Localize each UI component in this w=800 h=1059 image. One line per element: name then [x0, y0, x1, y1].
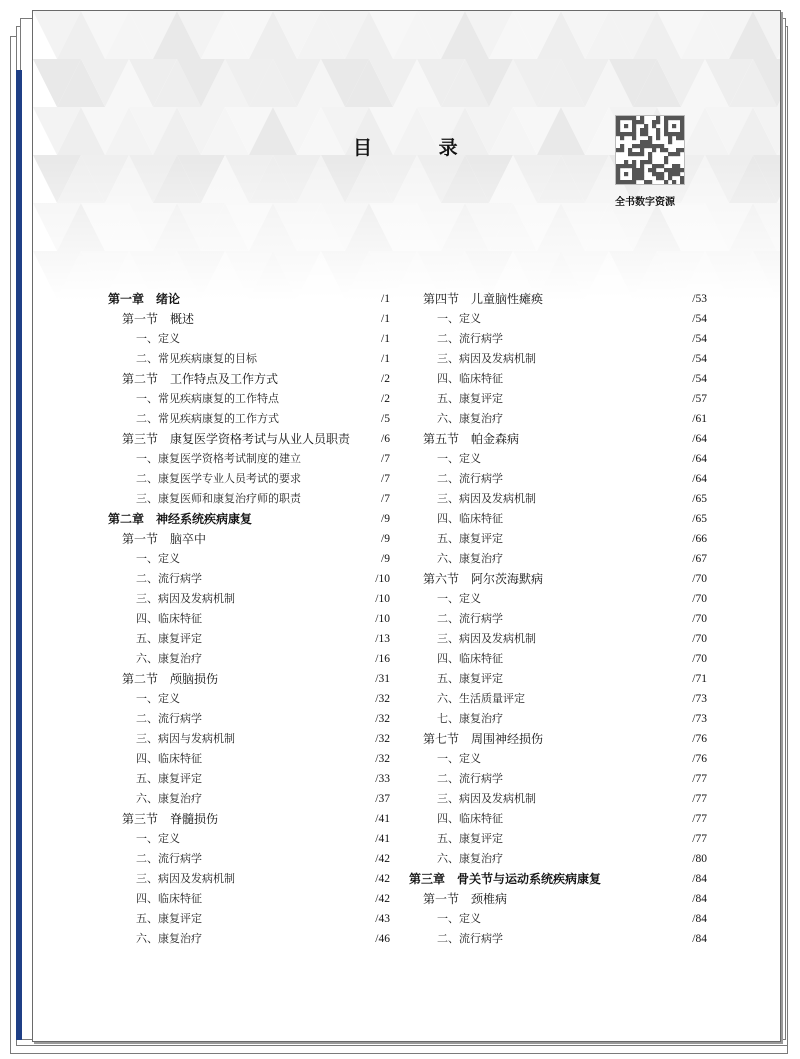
toc-item-row[interactable] — [108, 749, 390, 769]
toc-entry-title: 一、定义 — [136, 692, 180, 705]
toc-item-row[interactable] — [108, 849, 390, 869]
toc-entry-title: 二、流行病学 — [136, 712, 202, 725]
toc-page-number: /33 — [375, 773, 390, 785]
toc-entry-title: 三、康复医师和康复治疗师的职责 — [136, 492, 301, 505]
toc-item-row[interactable] — [409, 929, 707, 949]
toc-page-number: /5 — [381, 413, 390, 425]
toc-page-number: /84 — [692, 893, 707, 905]
toc-entry-title: 四、临床特征 — [437, 812, 503, 825]
toc-page-number: /65 — [692, 513, 707, 525]
toc-page-number: /10 — [375, 593, 390, 605]
toc-item-row[interactable] — [409, 709, 707, 729]
toc-item-row[interactable] — [409, 769, 707, 789]
toc-item-row[interactable] — [108, 709, 390, 729]
toc-item-row[interactable] — [108, 389, 390, 409]
toc-entry-title: 四、临床特征 — [136, 752, 202, 765]
toc-page-number: /64 — [692, 473, 707, 485]
toc-page-number: /16 — [375, 653, 390, 665]
toc-entry-title: 二、流行病学 — [437, 332, 503, 345]
toc-page-number: /54 — [692, 313, 707, 325]
toc-page-number: /32 — [375, 693, 390, 705]
toc-item-row[interactable] — [108, 489, 390, 509]
toc-page-number: /6 — [381, 433, 390, 445]
toc-entry-title: 第六节 阿尔茨海默病 — [423, 572, 544, 586]
toc-item-row[interactable] — [108, 409, 390, 429]
toc-entry-title: 三、病因及发病机制 — [437, 632, 536, 645]
toc-entry-title: 一、常见疾病康复的工作特点 — [136, 392, 279, 405]
toc-item-row[interactable] — [409, 749, 707, 769]
toc-entry-title: 四、临床特征 — [437, 512, 503, 525]
toc-item-row[interactable] — [108, 689, 390, 709]
toc-page-number: /70 — [692, 633, 707, 645]
toc-item-row[interactable] — [108, 629, 390, 649]
toc-page-number: /7 — [381, 493, 390, 505]
toc-entry-title: 三、病因及发病机制 — [136, 872, 235, 885]
toc-entry-title: 七、康复治疗 — [437, 712, 503, 725]
toc-page-number: /77 — [692, 773, 707, 785]
toc-page-number: /2 — [381, 393, 390, 405]
toc-item-row[interactable] — [409, 529, 707, 549]
toc-entry-title: 二、常见疾病康复的目标 — [136, 352, 257, 365]
toc-page-number: /70 — [692, 653, 707, 665]
toc-entry-title: 五、康复评定 — [136, 632, 202, 645]
toc-page-number: /61 — [692, 413, 707, 425]
toc-entry-title: 六、康复治疗 — [136, 792, 202, 805]
toc-entry-title: 二、流行病学 — [437, 472, 503, 485]
book-edge-blue — [16, 70, 22, 1040]
toc-column-right — [409, 289, 707, 949]
toc-item-row[interactable] — [409, 609, 707, 629]
toc-entry-title: 二、流行病学 — [437, 772, 503, 785]
toc-item-row[interactable] — [409, 809, 707, 829]
toc-page-number: /53 — [692, 293, 707, 305]
toc-entry-title: 第一章 绪论 — [108, 292, 181, 306]
toc-page-number: /9 — [381, 553, 390, 565]
toc-item-row[interactable] — [409, 629, 707, 649]
toc-item-row[interactable] — [409, 329, 707, 349]
toc-entry-title: 第三章 骨关节与运动系统疾病康复 — [409, 872, 602, 886]
toc-page-number: /1 — [381, 353, 390, 365]
toc-entry-title: 六、康复治疗 — [437, 852, 503, 865]
toc-entry-title: 一、定义 — [136, 552, 180, 565]
toc-entry-title: 四、临床特征 — [136, 612, 202, 625]
toc-item-row[interactable] — [108, 609, 390, 629]
toc-entry-title: 二、流行病学 — [437, 612, 503, 625]
toc-page-number: /65 — [692, 493, 707, 505]
toc-page-number: /10 — [375, 573, 390, 585]
toc-section-row[interactable] — [409, 729, 707, 749]
toc-entry-title: 五、康复评定 — [437, 832, 503, 845]
toc-entry-title: 二、流行病学 — [136, 852, 202, 865]
toc-page-number: /64 — [692, 433, 707, 445]
toc-item-row[interactable] — [409, 449, 707, 469]
toc-item-row[interactable] — [409, 409, 707, 429]
toc-page-number: /1 — [381, 333, 390, 345]
toc-item-row[interactable] — [409, 589, 707, 609]
toc-entry-title: 二、康复医学专业人员考试的要求 — [136, 472, 301, 485]
toc-entry-title: 第二节 颅脑损伤 — [122, 672, 219, 686]
toc-item-row[interactable] — [409, 669, 707, 689]
toc-section-row[interactable] — [108, 429, 390, 449]
toc-section-row[interactable] — [108, 809, 390, 829]
toc-item-row[interactable] — [108, 569, 390, 589]
toc-page-number: /2 — [381, 373, 390, 385]
toc-page-number: /32 — [375, 753, 390, 765]
toc-page-number: /77 — [692, 813, 707, 825]
toc-page-number: /54 — [692, 373, 707, 385]
qr-caption: 全书数字资源 — [615, 197, 675, 208]
toc-page-number: /43 — [375, 913, 390, 925]
toc-entry-title: 一、康复医学资格考试制度的建立 — [136, 452, 301, 465]
toc-entry-title: 五、康复评定 — [437, 532, 503, 545]
qr-code[interactable] — [615, 115, 685, 185]
toc-entry-title: 二、流行病学 — [437, 932, 503, 945]
toc-page-number: /32 — [375, 733, 390, 745]
toc-page-number: /42 — [375, 853, 390, 865]
toc-entry-title: 第一节 概述 — [122, 312, 195, 326]
toc-page-number: /31 — [375, 673, 390, 685]
toc-entry-title: 三、病因及发病机制 — [437, 352, 536, 365]
toc-entry-title: 一、定义 — [437, 592, 481, 605]
toc-entry-title: 六、康复治疗 — [136, 652, 202, 665]
toc-entry-title: 第三节 康复医学资格考试与从业人员职责 — [122, 432, 351, 446]
toc-item-row[interactable] — [409, 389, 707, 409]
toc-entry-title: 六、康复治疗 — [437, 412, 503, 425]
toc-entry-title: 第三节 脊髓损伤 — [122, 812, 219, 826]
toc-item-row[interactable] — [108, 729, 390, 749]
toc-page-number: /10 — [375, 613, 390, 625]
toc-item-row[interactable] — [108, 449, 390, 469]
toc-page-number: /41 — [375, 813, 390, 825]
toc-item-row[interactable] — [108, 869, 390, 889]
toc-item-row[interactable] — [108, 909, 390, 929]
toc-item-row[interactable] — [108, 349, 390, 369]
toc-entry-title: 一、定义 — [437, 312, 481, 325]
toc-item-row[interactable] — [409, 369, 707, 389]
toc-page-number: /67 — [692, 553, 707, 565]
toc-entry-title: 一、定义 — [437, 752, 481, 765]
toc-page-number: /77 — [692, 793, 707, 805]
toc-page-number: /84 — [692, 913, 707, 925]
toc-section-row[interactable] — [108, 309, 390, 329]
toc-entry-title: 二、常见疾病康复的工作方式 — [136, 412, 279, 425]
toc-entry-title: 六、康复治疗 — [437, 552, 503, 565]
toc-page-number: /7 — [381, 473, 390, 485]
toc-page-number: /1 — [381, 313, 390, 325]
toc-section-row[interactable] — [409, 429, 707, 449]
toc-item-row[interactable] — [108, 929, 390, 949]
toc-page-number: /13 — [375, 633, 390, 645]
toc-entry-title: 三、病因及发病机制 — [437, 492, 536, 505]
toc-entry-title: 第七节 周围神经损伤 — [423, 732, 544, 746]
toc-item-row[interactable] — [409, 849, 707, 869]
toc-page-number: /41 — [375, 833, 390, 845]
toc-item-row[interactable] — [108, 469, 390, 489]
toc-page-number: /76 — [692, 733, 707, 745]
toc-page-number: /32 — [375, 713, 390, 725]
toc-page-number: /80 — [692, 853, 707, 865]
toc-entry-title: 一、定义 — [437, 912, 481, 925]
toc-item-row[interactable] — [108, 789, 390, 809]
toc-item-row[interactable] — [409, 829, 707, 849]
toc-entry-title: 四、临床特征 — [437, 652, 503, 665]
toc-entry-title: 三、病因与发病机制 — [136, 732, 235, 745]
page-title: 目 录 — [353, 137, 488, 159]
toc-page-number: /73 — [692, 713, 707, 725]
toc-page-number: /54 — [692, 353, 707, 365]
toc-entry-title: 六、康复治疗 — [136, 932, 202, 945]
toc-page-number: /76 — [692, 753, 707, 765]
toc-page-number: /70 — [692, 593, 707, 605]
toc-page-number: /57 — [692, 393, 707, 405]
toc-page-number: /77 — [692, 833, 707, 845]
toc-item-row[interactable] — [409, 549, 707, 569]
toc-page — [32, 10, 781, 1042]
toc-chapter-row[interactable] — [108, 509, 390, 529]
toc-page-number: /1 — [381, 293, 390, 305]
toc-item-row[interactable] — [409, 309, 707, 329]
toc-entry-title: 五、康复评定 — [136, 772, 202, 785]
toc-entry-title: 五、康复评定 — [437, 392, 503, 405]
toc-item-row[interactable] — [409, 489, 707, 509]
toc-entry-title: 五、康复评定 — [437, 672, 503, 685]
toc-entry-title: 二、流行病学 — [136, 572, 202, 585]
toc-page-number: /9 — [381, 533, 390, 545]
toc-entry-title: 第一节 脑卒中 — [122, 532, 207, 546]
toc-chapter-row[interactable] — [108, 289, 390, 309]
toc-section-row[interactable] — [108, 369, 390, 389]
toc-section-row[interactable] — [108, 529, 390, 549]
toc-page-number: /84 — [692, 933, 707, 945]
toc-column-left — [108, 289, 390, 949]
toc-item-row[interactable] — [108, 829, 390, 849]
toc-entry-title: 五、康复评定 — [136, 912, 202, 925]
toc-item-row[interactable] — [108, 769, 390, 789]
toc-item-row[interactable] — [108, 329, 390, 349]
toc-section-row[interactable] — [409, 289, 707, 309]
toc-page-number: /37 — [375, 793, 390, 805]
toc-chapter-row[interactable] — [409, 869, 707, 889]
toc-entry-title: 第五节 帕金森病 — [423, 432, 520, 446]
toc-item-row[interactable] — [409, 789, 707, 809]
toc-item-row[interactable] — [108, 889, 390, 909]
toc-entry-title: 第二章 神经系统疾病康复 — [108, 512, 253, 526]
toc-item-row[interactable] — [409, 909, 707, 929]
toc-page-number: /70 — [692, 573, 707, 585]
toc-page-number: /54 — [692, 333, 707, 345]
toc-item-row[interactable] — [409, 689, 707, 709]
toc-entry-title: 六、生活质量评定 — [437, 692, 525, 705]
toc-page-number: /70 — [692, 613, 707, 625]
toc-entry-title: 四、临床特征 — [437, 372, 503, 385]
toc-entry-title: 三、病因及发病机制 — [437, 792, 536, 805]
toc-page-number: /46 — [375, 933, 390, 945]
toc-item-row[interactable] — [409, 509, 707, 529]
toc-item-row[interactable] — [409, 649, 707, 669]
toc-page-number: /84 — [692, 873, 707, 885]
toc-entry-title: 一、定义 — [437, 452, 481, 465]
toc-item-row[interactable] — [108, 549, 390, 569]
toc-page-number: /9 — [381, 513, 390, 525]
toc-item-row[interactable] — [409, 349, 707, 369]
toc-page-number: /42 — [375, 873, 390, 885]
toc-section-row[interactable] — [108, 669, 390, 689]
toc-entry-title: 一、定义 — [136, 832, 180, 845]
toc-entry-title: 第二节 工作特点及工作方式 — [122, 372, 279, 386]
toc-entry-title: 三、病因及发病机制 — [136, 592, 235, 605]
toc-page-number: /7 — [381, 453, 390, 465]
toc-page-number: /71 — [692, 673, 707, 685]
toc-section-row[interactable] — [409, 889, 707, 909]
toc-entry-title: 第一节 颈椎病 — [423, 892, 508, 906]
toc-section-row[interactable] — [409, 569, 707, 589]
toc-item-row[interactable] — [108, 589, 390, 609]
toc-page-number: /73 — [692, 693, 707, 705]
toc-page-number: /42 — [375, 893, 390, 905]
toc-entry-title: 第四节 儿童脑性瘫痪 — [423, 292, 544, 306]
toc-entry-title: 一、定义 — [136, 332, 180, 345]
toc-item-row[interactable] — [409, 469, 707, 489]
toc-page-number: /66 — [692, 533, 707, 545]
toc-item-row[interactable] — [108, 649, 390, 669]
toc-entry-title: 四、临床特征 — [136, 892, 202, 905]
toc-page-number: /64 — [692, 453, 707, 465]
